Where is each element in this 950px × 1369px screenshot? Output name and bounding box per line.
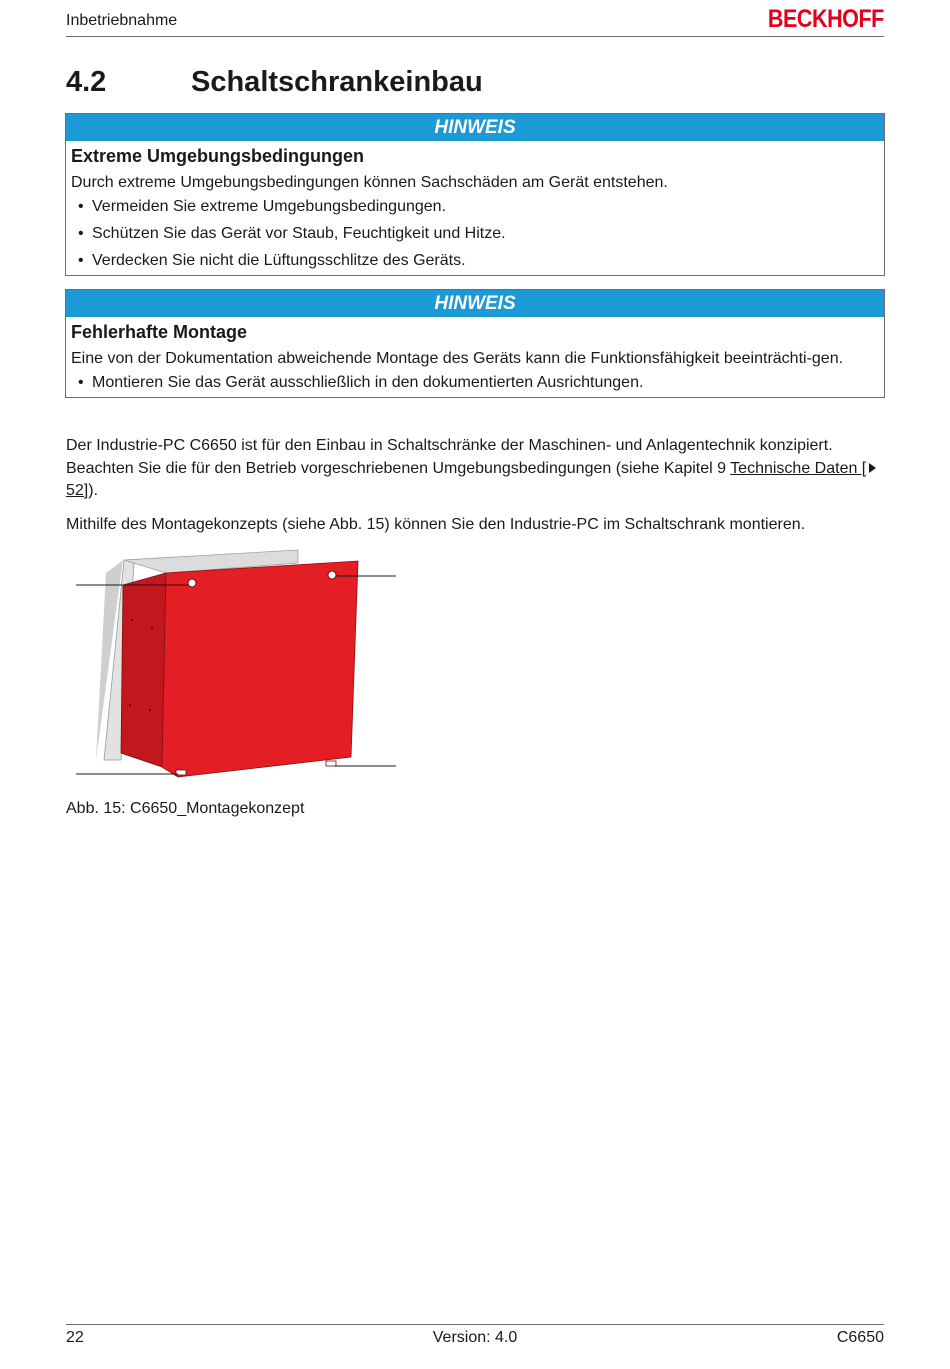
notice-label: HINWEIS (66, 290, 884, 317)
device-front (162, 561, 358, 777)
bullet-icon: • (78, 225, 84, 242)
side-dot (149, 709, 151, 711)
notice-box-mounting (65, 289, 885, 398)
intro-paragraph (66, 435, 886, 503)
product-name: C6650 (836, 1329, 884, 1346)
mounting-slot-icon (326, 761, 336, 766)
side-dot (129, 704, 131, 706)
section-title: Schaltschrankeinbau (191, 66, 483, 98)
notice-bullet (66, 224, 884, 244)
side-dot (151, 627, 153, 629)
figure-caption: Abb. 15: C6650_Montagekonzept (66, 800, 305, 817)
notice-text: Eine von der Dokumentation abweichende Montage des Geräts kann die Funktionsfähigkeit beeinträchti-gen. (71, 350, 844, 367)
document-version: Version: 4.0 (432, 1329, 518, 1346)
notice-title: Fehlerhafte Montage (71, 322, 248, 342)
notice-label: HINWEIS (66, 114, 884, 141)
header-divider (66, 36, 884, 37)
notice-bullet-text: Verdecken Sie nicht die Lüftungsschlitze des Geräts. (92, 252, 466, 269)
bullet-icon: • (78, 374, 84, 391)
notice-bullet-text: Schützen Sie das Gerät vor Staub, Feuchtigkeit und Hitze. (92, 225, 506, 242)
page-number: 22 (66, 1329, 84, 1346)
device-side (121, 573, 166, 767)
link-page: 52] (66, 482, 89, 499)
bullet-icon: • (78, 252, 84, 269)
notice-bullet (66, 373, 884, 393)
link-text: Technische Daten [ (730, 459, 867, 477)
footer-divider (66, 1324, 884, 1325)
notice-bullet-list (66, 197, 884, 271)
notice-bullet-text: Vermeiden Sie extreme Umgebungsbedingungen. (92, 198, 447, 215)
mounting-paragraph: Mithilfe des Montagekonzepts (siehe Abb. 15) können Sie den Industrie-PC im Schaltschrank montieren. (66, 516, 806, 533)
notice-bullet (66, 251, 884, 271)
notice-title: Extreme Umgebungsbedingungen (71, 146, 365, 166)
side-dot (131, 619, 133, 621)
page-arrow-icon (869, 463, 876, 473)
mounting-hole-icon (188, 579, 196, 587)
section-number: 4.2 (66, 66, 107, 98)
intro-text-end: ). (88, 482, 99, 499)
notice-box-environment (65, 113, 885, 276)
notice-text: Durch extreme Umgebungsbedingungen können Sachschäden am Gerät entstehen. (71, 174, 668, 191)
notice-bullet (66, 197, 884, 217)
mounting-hole-icon (328, 571, 336, 579)
bullet-icon: • (78, 198, 84, 215)
mounting-concept-figure (66, 545, 406, 785)
notice-bullet-list (66, 373, 884, 393)
notice-bullet-text: Montieren Sie das Gerät ausschließlich in den dokumentierten Ausrichtungen. (92, 374, 644, 391)
beckhoff-logo: BECKHOFF (767, 5, 884, 33)
intro-text: Der Industrie-PC C6650 ist für den Einbau in Schaltschränke der Maschinen- und Anlagentechnik konzipiert. Beachten Sie die für den Betrieb vorgeschriebenen Umgebungsbedingungen (siehe Kapitel 9 (66, 437, 833, 477)
header-section-name: Inbetriebnahme (66, 12, 178, 29)
